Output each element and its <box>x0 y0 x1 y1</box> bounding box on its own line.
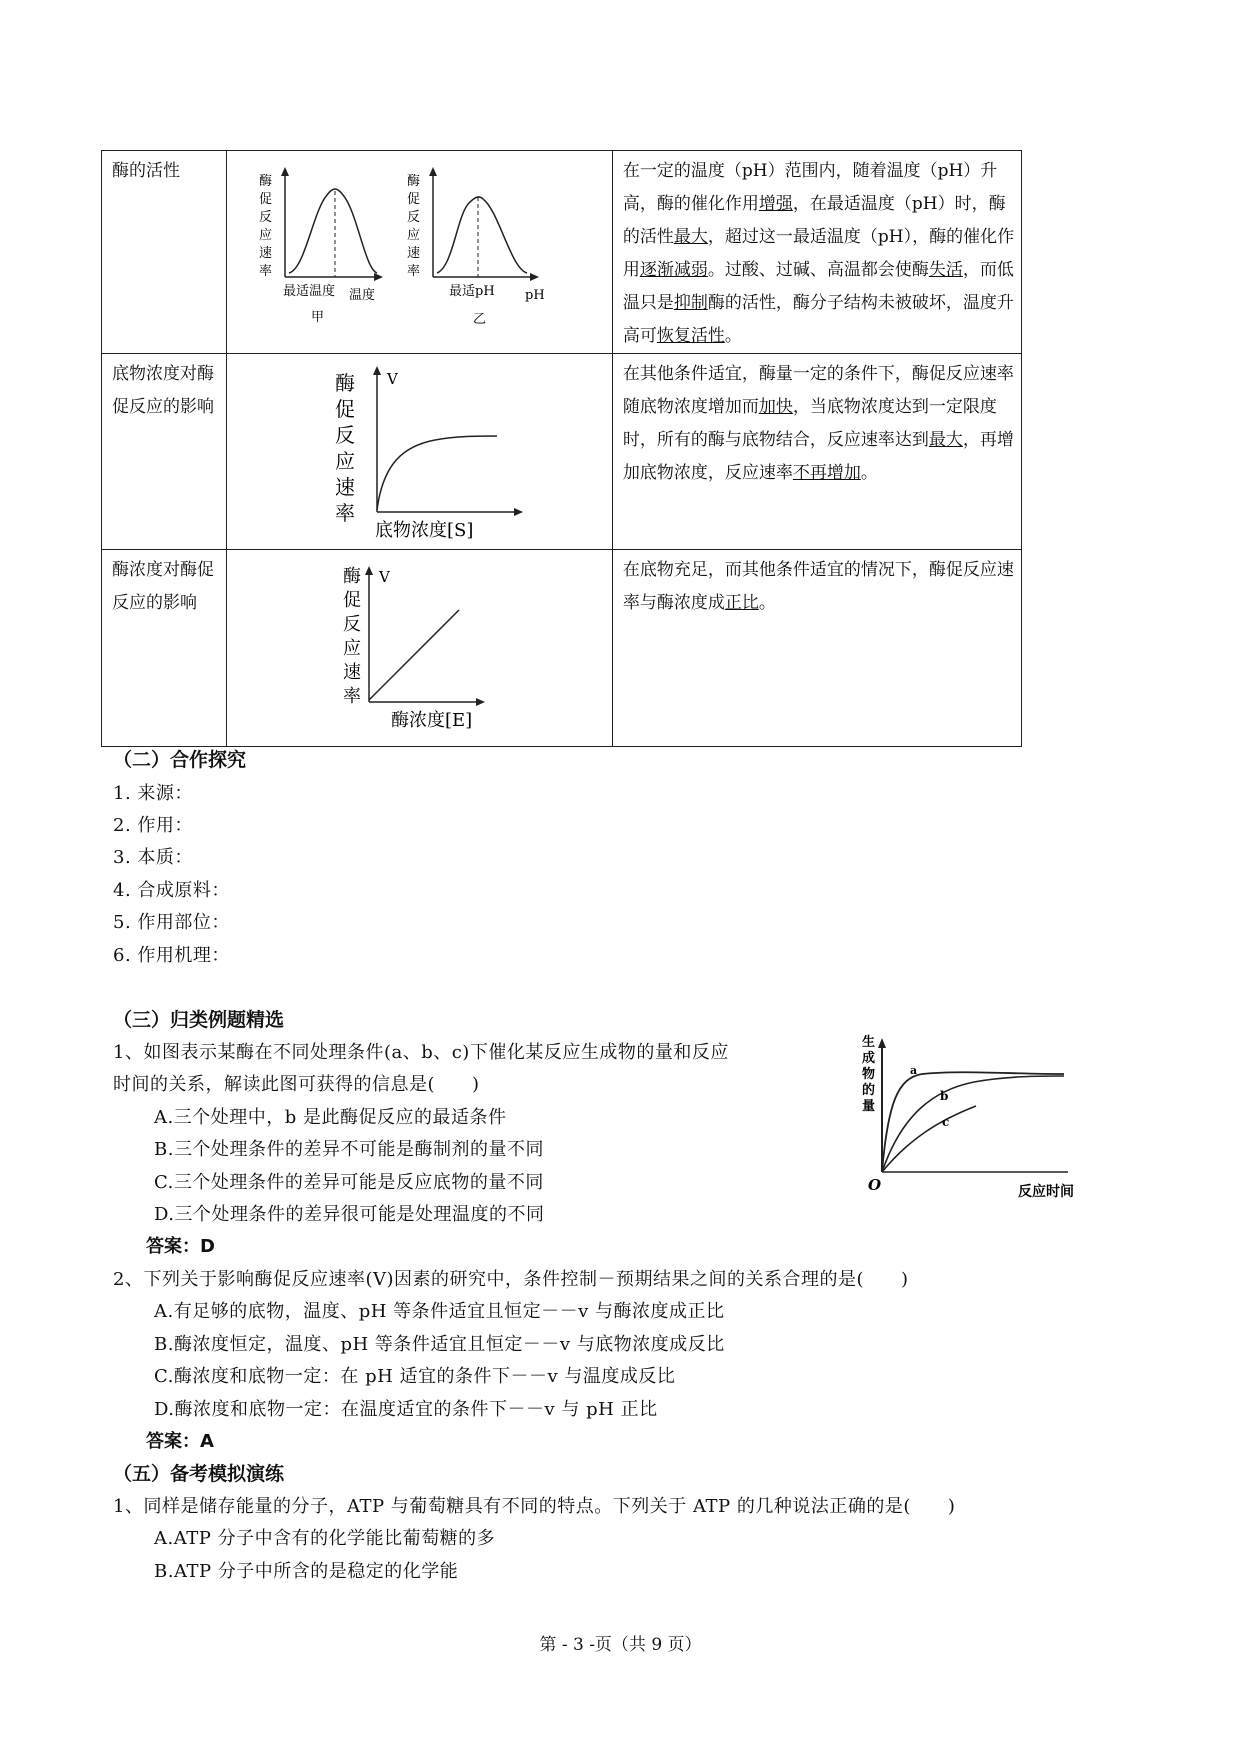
question-stem: 1、同样是储存能量的分子，ATP 与葡萄糖具有不同的特点。下列关于 ATP 的几种说法正确的是( ) <box>113 1496 956 1517</box>
y-label-2: 促 <box>334 397 355 421</box>
option-a: A.有足够的底物，温度、pH 等条件适宜且恒定－－v 与酶浓度成正比 <box>154 1301 725 1322</box>
underlined-term: 最大 <box>928 430 963 450</box>
temperature-ph-charts <box>227 151 609 341</box>
question-stem: 时间的关系，解读此图可获得的信息是( ) <box>113 1074 480 1095</box>
option-d: D.酶浓度和底物一定：在温度适宜的条件下－－v 与 pH 正比 <box>154 1399 658 1420</box>
y-label-6: 率 <box>406 264 420 279</box>
list-item: 2. 作用： <box>113 815 193 836</box>
y-unit: V <box>378 568 390 586</box>
list-item: 1. 来源： <box>113 783 193 804</box>
page-footer: 第 - 3 -页（共 9 页） <box>539 1635 702 1655</box>
row-label-cell <box>102 354 227 550</box>
saturation-curve <box>377 436 497 510</box>
option-b: B.酶浓度恒定，温度、pH 等条件适宜且恒定－－v 与底物浓度成反比 <box>154 1334 725 1355</box>
curve-label-c: c <box>942 1115 950 1129</box>
y-label-2: 促 <box>258 192 272 207</box>
description <box>613 151 1021 353</box>
description-text: ，在最适温度（pH）时，酶的活性 <box>622 194 1006 247</box>
y-axis-arrow <box>281 167 289 176</box>
enzyme-factors-table <box>101 150 1022 747</box>
y-label-4: 应 <box>258 228 272 243</box>
list-item: 4. 合成原料： <box>113 880 230 901</box>
underlined-term: 最大 <box>673 227 708 247</box>
description-text: 。 <box>860 463 878 483</box>
underlined-term: 不再增加 <box>792 463 861 483</box>
y-label-6: 率 <box>334 501 355 525</box>
substrate-chart <box>227 354 609 544</box>
description-text: ，而低温只是 <box>622 260 1014 313</box>
curve-label-a: a <box>910 1064 918 1077</box>
x-axis-arrow <box>514 508 523 516</box>
description-text: ，当底物浓度达到一定限度时，所有的酶与底物结合，反应速率达到 <box>622 397 997 450</box>
x-axis-arrow <box>476 698 485 706</box>
row-label: 底物浓度对酶促反应的影响 <box>112 364 214 417</box>
underlined-term: 恢复活性 <box>656 326 725 346</box>
y-label-5: 速 <box>406 246 420 261</box>
row-label: 酶浓度对酶促反应的影响 <box>112 560 214 613</box>
x-axis-arrow <box>530 273 539 281</box>
y-label-4: 应 <box>334 449 355 473</box>
description-text: 在其他条件适宜，酶量一定的条件下，酶促反应速率随底物浓度增加而 <box>622 364 1014 417</box>
x-axis-label: 温度 <box>348 288 375 303</box>
answer: 答案：A <box>146 1431 214 1452</box>
y-label-3: 反 <box>334 423 355 447</box>
y-label-3: 反 <box>406 210 420 225</box>
y-label-4: 的 <box>862 1083 876 1098</box>
chart-cell <box>226 550 612 747</box>
y-label-1: 酶 <box>258 174 272 189</box>
origin-label: O <box>868 1176 882 1194</box>
y-axis-arrow <box>373 366 381 375</box>
curve-a <box>882 1072 1064 1172</box>
y-label-4: 应 <box>406 228 420 243</box>
ph-chart <box>407 167 545 327</box>
y-label-5: 速 <box>334 475 355 499</box>
description-cell <box>612 550 1021 747</box>
y-label-6: 率 <box>342 686 361 707</box>
x-axis-label: 反应时间 <box>1018 1184 1074 1200</box>
section-title: （二）合作探究 <box>113 749 247 771</box>
y-unit: V <box>386 370 398 388</box>
option-c: C.酶浓度和底物一定：在 pH 适宜的条件下－－v 与温度成反比 <box>154 1366 676 1387</box>
option-c: C.三个处理条件的差异可能是反应底物的量不同 <box>154 1172 544 1193</box>
underlined-term: 抑制 <box>673 293 708 313</box>
y-label-3: 反 <box>258 210 272 225</box>
chart-caption: 乙 <box>472 312 486 327</box>
question-stem: 1、如图表示某酶在不同处理条件(a、b、c)下催化某反应生成物的量和反应 <box>113 1042 729 1063</box>
list-item: 3. 本质： <box>113 847 193 868</box>
y-label-1: 酶 <box>406 174 420 189</box>
chart-cell <box>226 151 612 354</box>
option-b: B.ATP 分子中所含的是稳定的化学能 <box>154 1561 459 1582</box>
y-label-5: 量 <box>862 1099 876 1114</box>
table-row <box>102 354 1022 550</box>
x-axis-label: 底物浓度[S] <box>374 520 474 541</box>
y-label-2: 促 <box>342 590 361 611</box>
y-label-2: 成 <box>862 1051 876 1066</box>
underlined-term: 增强 <box>758 194 793 214</box>
y-axis-arrow <box>878 1038 886 1048</box>
y-label-3: 反 <box>342 614 361 635</box>
option-a: A.ATP 分子中含有的化学能比葡萄糖的多 <box>154 1528 496 1549</box>
description <box>613 354 1021 490</box>
x-tick-label: 最适温度 <box>282 284 335 299</box>
table-row <box>102 151 1022 354</box>
x-tick-label: 最适pH <box>448 284 495 299</box>
x-axis-label: 酶浓度[E] <box>390 710 473 731</box>
list-item: 6. 作用机理： <box>113 945 230 966</box>
option-a: A.三个处理中，b 是此酶促反应的最适条件 <box>154 1107 507 1128</box>
chart-cell <box>226 354 612 550</box>
row-label: 酶的活性 <box>112 161 180 181</box>
y-label-1: 酶 <box>342 566 361 587</box>
description-text: 在一定的温度（pH）范围内，随着温度（pH）升高，酶的催化作用 <box>622 161 998 214</box>
y-axis-arrow <box>365 566 373 575</box>
temperature-chart <box>259 167 383 325</box>
underlined-term: 加快 <box>758 397 793 417</box>
linear-line <box>369 610 459 700</box>
x-axis-arrow <box>374 273 383 281</box>
y-label-6: 率 <box>258 264 272 279</box>
underlined-term: 逐渐减弱 <box>639 260 708 280</box>
bell-curve <box>437 197 527 273</box>
y-label-4: 应 <box>342 638 361 659</box>
y-axis-arrow <box>429 167 437 176</box>
description-cell <box>612 354 1021 550</box>
x-axis-label: pH <box>524 288 545 303</box>
list-item: 5. 作用部位： <box>113 912 230 933</box>
enzyme-concentration-chart <box>227 550 609 740</box>
section-title: （五）备考模拟演练 <box>113 1463 285 1485</box>
underlined-term: 失活 <box>928 260 963 280</box>
section-title: （三）归类例题精选 <box>113 1009 285 1031</box>
curve-b <box>882 1076 1064 1172</box>
description-text: 。过酸、过碱、高温都会使酶 <box>707 260 929 280</box>
option-d: D.三个处理条件的差异很可能是处理温度的不同 <box>154 1204 545 1225</box>
row-label-cell <box>102 550 227 747</box>
curve-label-b: b <box>940 1089 949 1103</box>
chart-caption: 甲 <box>310 310 324 325</box>
y-label-3: 物 <box>862 1067 876 1082</box>
description <box>613 550 1021 620</box>
answer: 答案：D <box>146 1236 215 1257</box>
y-label-5: 速 <box>342 662 361 683</box>
description-text: ，再增加底物浓度，反应速率 <box>622 430 1014 483</box>
description-text: 。 <box>724 326 742 346</box>
table-row <box>102 550 1022 747</box>
description-text: ，超过这一最适温度（pH），酶的催化作用 <box>622 227 1015 280</box>
question-stem: 2、下列关于影响酶促反应速率(V)因素的研究中，条件控制－预期结果之间的关系合理的是( ) <box>113 1269 909 1290</box>
option-b: B.三个处理条件的差异不可能是酶制剂的量不同 <box>154 1139 544 1160</box>
row-label-cell <box>102 151 227 354</box>
description-cell <box>612 151 1021 354</box>
description-text: 在底物充足，而其他条件适宜的情况下，酶促反应速率与酶浓度成 <box>622 560 1014 613</box>
y-label-1: 生 <box>862 1035 876 1050</box>
y-label-1: 酶 <box>334 371 355 395</box>
underlined-term: 正比 <box>724 593 759 613</box>
y-label-2: 促 <box>406 192 420 207</box>
description-text: 。 <box>758 593 776 613</box>
product-time-figure <box>850 1030 1090 1200</box>
y-label-5: 速 <box>258 246 272 261</box>
bell-curve <box>289 189 377 273</box>
description-text: 酶的活性，酶分子结构未被破坏，温度升高可 <box>622 293 1014 346</box>
